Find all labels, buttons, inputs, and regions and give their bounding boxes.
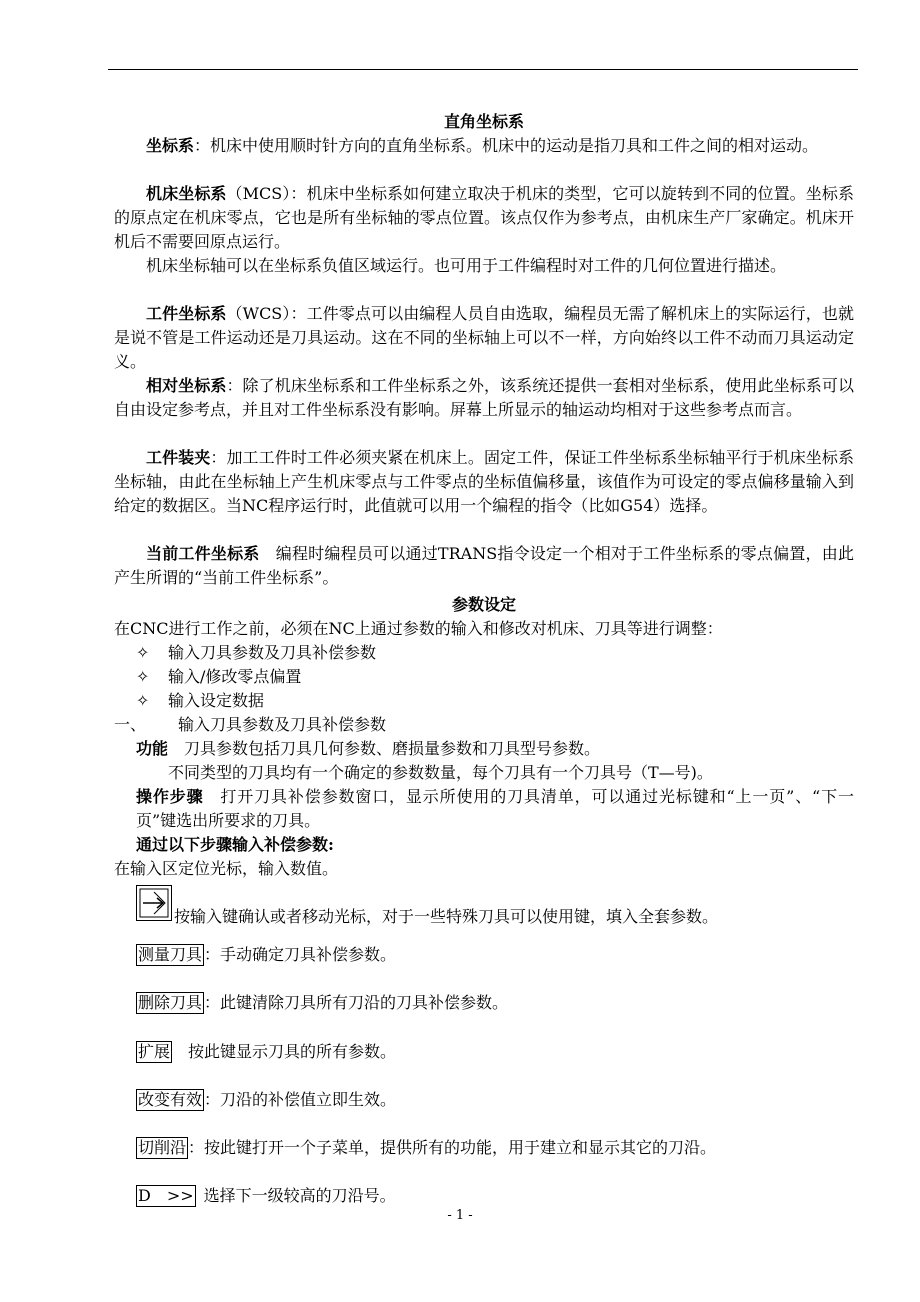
para-clamping: 工件装夹：加工工件时工件必须夹紧在机床上。固定工件，保证工件坐标系坐标轴平行于机床坐标系坐标轴，由此在坐标轴上产生机床零点与工件零点的坐标值偏移量，该值作为可设定的零点偏移量输入到给定的数据区。当NC程序运行时，此值就可以用一个编程的指令（比如G54）选择。 bbox=[114, 448, 854, 515]
term-label: 操作步骤 bbox=[136, 787, 204, 806]
term-label: 机床坐标系 bbox=[146, 184, 227, 203]
section-1-heading: 一、 输入刀具参数及刀具补偿参数 bbox=[114, 715, 387, 734]
term-label: 工件坐标系 bbox=[146, 304, 227, 323]
key-row-delete: 删除刀具 ：此键清除刀具所有刀沿的刀具补偿参数。 bbox=[138, 993, 509, 1012]
change-active-button[interactable]: 改变有效 bbox=[138, 1090, 203, 1109]
comp-heading: 通过以下步骤输入补偿参数: bbox=[136, 835, 334, 854]
para-current-wcs: 当前工件坐标系 编程时编程员可以通过TRANS指令设定一个相对于工件坐标系的零点偏置，由此产生所谓的“当前工件坐标系”。 bbox=[114, 544, 854, 587]
diamond-icon: ✧ bbox=[136, 667, 150, 686]
function-line: 功能 刀具参数包括刀具几何参数、磨损量参数和刀具型号参数。 bbox=[136, 739, 601, 758]
header-rule bbox=[108, 69, 858, 70]
delete-tool-button[interactable]: 删除刀具 bbox=[138, 993, 203, 1012]
title-parameter-setting: 参数设定 bbox=[451, 595, 516, 614]
key-row-activate: 改变有效 ：刀沿的补偿值立即生效。 bbox=[138, 1090, 397, 1109]
diamond-icon: ✧ bbox=[136, 691, 150, 710]
input-key-icon[interactable] bbox=[136, 885, 172, 921]
intro-line: 在CNC进行工作之前，必须在NC上通过参数的输入和修改对机床、刀具等进行调整： bbox=[114, 619, 723, 638]
key-row-cutting-edge: 切削沿 ：按此键打开一个子菜单，提供所有的功能，用于建立和显示其它的刀沿。 bbox=[138, 1138, 717, 1157]
para-relative: 相对坐标系：除了机床坐标系和工件坐标系之外，该系统还提供一套相对坐标系，使用此坐标系可以自由设定参考点，并且对工件坐标系没有影响。屏幕上所显示的轴运动均相对于这些参考点而言。 bbox=[114, 376, 854, 419]
para-wcs: 工件坐标系（WCS）：工件零点可以由编程人员自由选取，编程员无需了解机床上的实际运行，也就是说不管是工件运动还是刀具运动。这在不同的坐标轴上可以不一样，方向始终以工件不动而刀具运动定义。 bbox=[114, 304, 854, 371]
para-coordinate-system: 坐标系：机床中使用顺时针方向的直角坐标系。机床中的运动是指刀具和工件之间的相对运动。 bbox=[146, 136, 819, 155]
key-row-measure: 测量刀具 ：手动确定刀具补偿参数。 bbox=[138, 945, 397, 964]
term-label: 坐标系 bbox=[146, 136, 195, 155]
key-row-extend: 扩展 按此键显示刀具的所有参数。 bbox=[138, 1042, 397, 1061]
page-number: - 1 - bbox=[447, 1208, 473, 1223]
function-line-2: 不同类型的刀具均有一个确定的参数数量，每个刀具有一个刀具号（T—号)。 bbox=[168, 763, 713, 782]
term-label: 功能 bbox=[136, 739, 169, 758]
term-label: 工件装夹 bbox=[146, 448, 211, 467]
next-d-button[interactable]: D >> bbox=[138, 1186, 194, 1205]
cutting-edge-button[interactable]: 切削沿 bbox=[138, 1138, 187, 1157]
input-key-desc: 按输入键确认或者移动光标，对于一些特殊刀具可以使用键，填入全套参数。 bbox=[174, 907, 719, 926]
bullet-3: ✧ 输入设定数据 bbox=[136, 689, 264, 713]
comp-line: 在输入区定位光标，输入数值。 bbox=[114, 859, 339, 878]
para-axis-negative: 机床坐标轴可以在坐标系负值区域运行。也可用于工件编程时对工件的几何位置进行描述。 bbox=[146, 256, 787, 275]
bullet-2: ✧ 输入/修改零点偏置 bbox=[136, 665, 301, 689]
steps-para: 操作步骤 打开刀具补偿参数窗口，显示所使用的刀具清单，可以通过光标键和“上一页”、“下一页”键选出所要求的刀具。 bbox=[136, 787, 854, 830]
term-label: 当前工件坐标系 bbox=[146, 544, 260, 563]
measure-tool-button[interactable]: 测量刀具 bbox=[138, 945, 203, 964]
para-mcs: 机床坐标系（MCS）：机床中坐标系如何建立取决于机床的类型，它可以旋转到不同的位置。坐标系的原点定在机床零点，它也是所有坐标轴的零点位置。该点仅作为参考点，由机床生产厂家确定。机床开机后不需要回原点运行。 bbox=[114, 184, 854, 251]
diamond-icon: ✧ bbox=[136, 643, 150, 662]
bullet-1: ✧ 输入刀具参数及刀具补偿参数 bbox=[136, 641, 376, 665]
term-label: 相对坐标系 bbox=[146, 376, 227, 395]
key-row-next-d: D >> 选择下一级较高的刀沿号。 bbox=[138, 1186, 396, 1205]
extend-button[interactable]: 扩展 bbox=[138, 1042, 171, 1061]
title-cartesian: 直角坐标系 bbox=[443, 112, 524, 131]
